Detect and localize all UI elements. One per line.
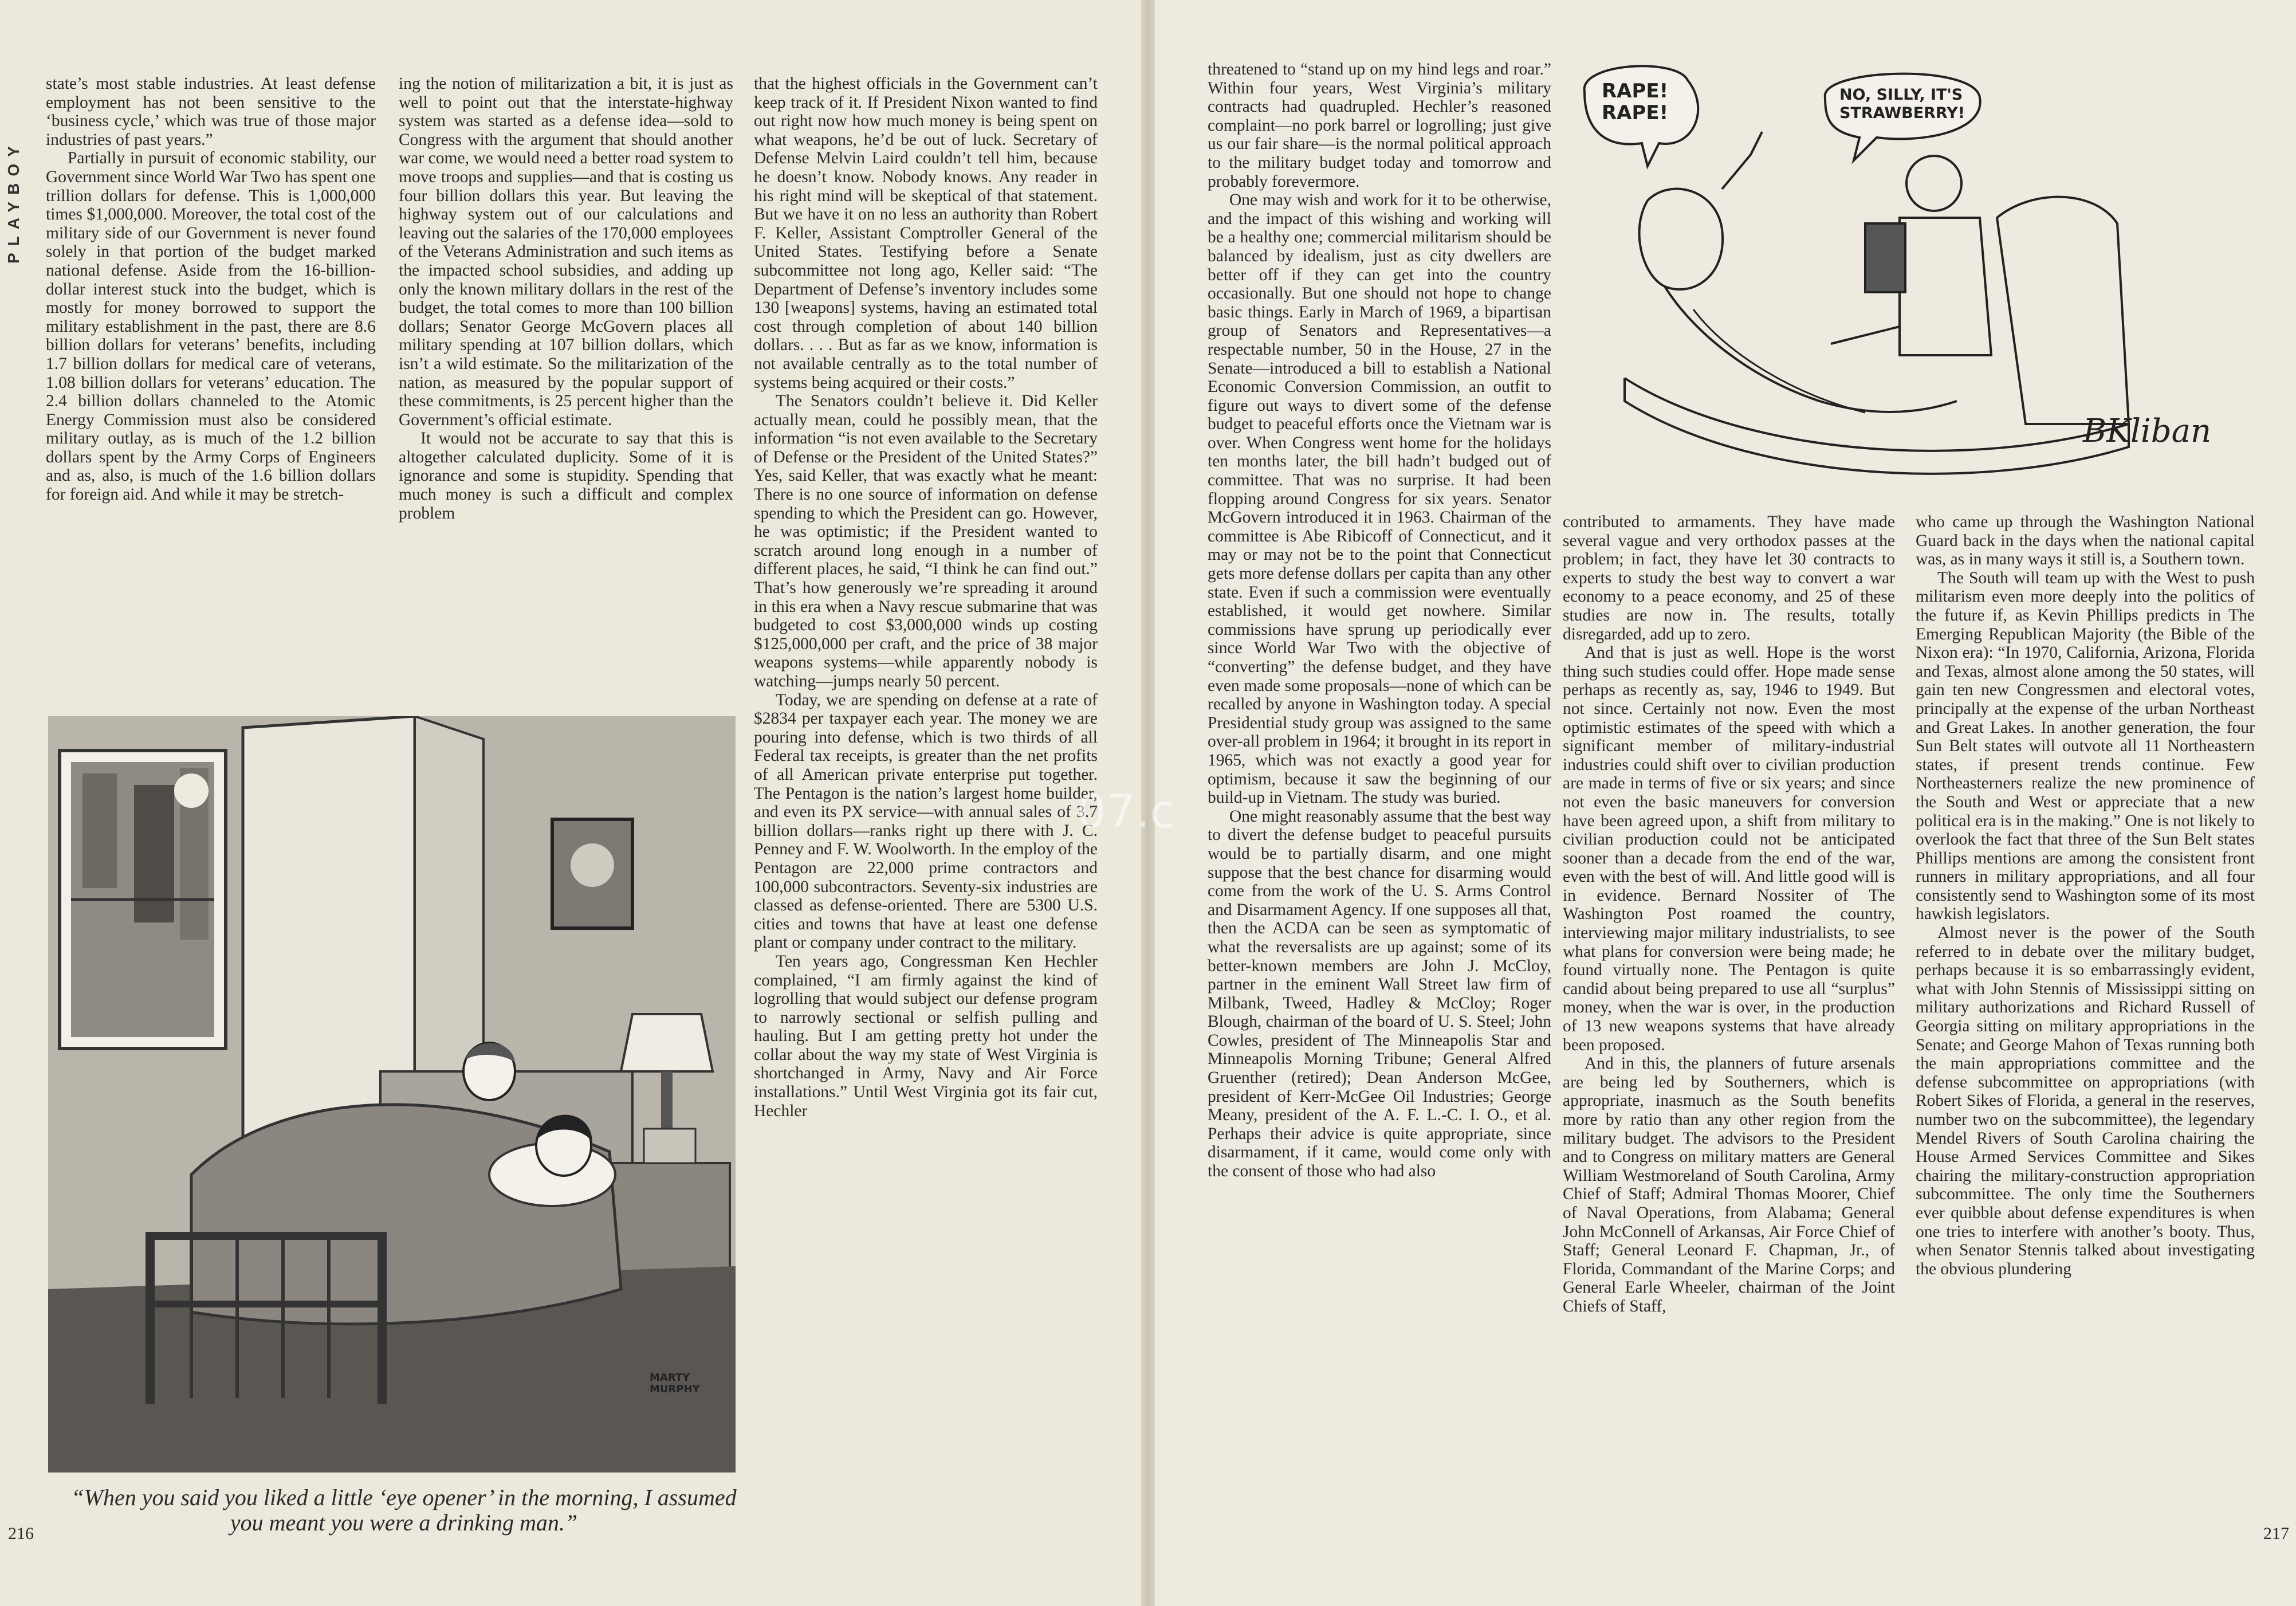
paragraph: Partially in pursuit of economic stability, our Government since World War Two has spent one trillion dollars for defense. This is 1,000,000 times $1,000,000. Moreover, the total cost of the military side of our Government is never found solely in that portion of the budget marked national defense. Aside from the 16-billion-dollar interest stuck into the budget, which is mostly for money borrowed to support the military establishment in the past, there are 8.6 billion dollars for veterans’ benefits, including 1.7 billion dollars for medical care of veterans, 1.08 billion dollars for veterans’ education. The 2.4 billion dollars channeled to the Atomic Energy Commission must also be considered military outlay, as is much of the 1.2 billion dollars spent by the Army Corps of Engineers and as, also, is much of the 1.6 billion dollars for foreign aid. And while it may be stretch- bbox=[46, 149, 376, 504]
speech-bubble-right: NO, SILLY, IT'S STRAWBERRY! bbox=[1839, 86, 1965, 122]
cartoon-signature: BKliban bbox=[2083, 413, 2212, 450]
page-number-right: 217 bbox=[2263, 1524, 2289, 1543]
paragraph: The South will team up with the West to push militarism even more deeply into the politics of the future if, as Kevin Phillips predicts in The Emerging Republican Majority (the Bible of the Nixon era): “In 1970, California, Arizona, Florida and Texas, almost alone among the 50 states, will gain ten new Congressmen and electoral votes, principally at the expense of the urban Northeast and Great Lakes. In another generation, the four Sun Belt states will outvote all 11 Northeastern states, if present trends continue. Few Northeasterners realize the new prominence of the South and West or appreciate that a new political era is in the making.” One is not likely to overlook the fact that three of the Sun Belt states Phillips mentions are among the consistent front runners in military appropriations, and all four consistently send to Washington some of its most hawkish legislators. bbox=[1916, 568, 2255, 924]
column-5 bbox=[1563, 513, 1895, 1544]
paragraph: ing the notion of militarization a bit, it is just as well to point out that the interstate-highway system was started as a defense idea—sold to Congress with the argument that should another war come, we would need a better road system to move troops and supplies—and that is costing us four billion dollars this year. But leaving the highway system out of our calculations and leaving out the salaries of the 170,000 employees of the Veterans Administration and such items as the impacted school subsidies, and adding up only the known military dollars in the rest of the budget, the total comes to more than 100 billion dollars; Senator George McGovern places all military spending at 107 billion dollars, which isn’t a wild estimate. So the militarization of the nation, as measured by the popular support of these commitments, is 25 percent higher than the Government’s official estimate. bbox=[399, 74, 733, 429]
paragraph: who came up through the Washington National Guard back in the days when the national capital was, as in many ways it still is, a Southern town. bbox=[1916, 513, 2255, 569]
bedroom-cartoon-illustration bbox=[48, 716, 736, 1473]
page-number-left: 216 bbox=[8, 1524, 34, 1543]
paragraph: And that is just as well. Hope is the worst thing such studies could offer. Hope made sense perhaps as recently as, say, 1946 to 1949. But not since. Certainly not now. Even the most optimistic estimates of the speed with which a significant member of military-industrial industries could shift over to civilian production are made in terms of five or six years; and since not even the basic maneuvers for conversion have been agreed upon, a shift from military to civilian production could not be anticipated sooner than a decade from the end of the war, even with the best of will. And little good will is in evidence. Bernard Nossiter of The Washington Post roamed the country, interviewing major military industrialists, to see what plans for conversion were being made; he found virtually none. The Pentagon is quite candid about being prepared to use all “surplus” money, when the war is over, in the production of 13 new weapons systems that have already been proposed. bbox=[1563, 643, 1895, 1054]
paragraph: Today, we are spending on defense at a rate of $2834 per taxpayer each year. The money we are pouring into defense, which is two thirds of all Federal tax receipts, is greater than the net profits of all American private enterprise put together. The Pentagon is the nation’s largest home builder, and even its PX service—with annual sales of 3.7 billion dollars—ranks right up there with J. C. Penney and F. W. Woolworth. In the employ of the Pentagon are 22,000 prime contractors and 100,000 subcontractors. Seventy-six industries are classed as defense-oriented. There are 5300 U.S. cities and towns that have at least one defense plant or company under contract to the military. bbox=[754, 690, 1098, 952]
paragraph: The Senators couldn’t believe it. Did Keller actually mean, could he possibly mean, that the information “is not even available to the Secretary of Defense or the President of the United States?” Yes, said Keller, that was exactly what he meant: There is no one source of information on defense spending to which the President can go. However, he was optimistic; if the President wanted to scratch around long enough in a number of different places, he said, “I think he can find out.” That’s how generously we’re spreading it around in this era when a Navy rescue submarine that was budgeted to cost $3,000,000 winds up costing $125,000,000 per craft, and the price of 38 major weapons systems—while apparently nobody is watching—jumps nearly 50 percent. bbox=[754, 392, 1098, 690]
paragraph: One may wish and work for it to be otherwise, and the impact of this wishing and working will be a healthy one; commercial militarism should be balanced by idealism, just as city dwellers are better off if they can get into the country occasionally. But one should not hope to change basic things. Early in March of 1969, a bipartisan group of Senators and Representatives—a respectable number, 50 in the House, 27 in the Senate—introduced a bill to establish a National Economic Conversion Commission, an outfit to figure out ways to divert some of the defense budget to peaceful efforts once the Vietnam war is over. When Congress went home for the holidays ten months later, the bill hadn’t budged out of committee. That was no surprise. It had been flopping around Congress for six years. Senator McGovern introduced it in 1963. Chairman of the committee is Abe Ribicoff of Connecticut, and it may or may not be to the point that Connecticut gets more defense dollars per capita than any other state. Even if such a commission were eventually established, it would get nowhere. Similar commissions have sprung up periodically ever since World War Two with the objective of “converting” the defense budget, and they have even made some proposals—none of which can be recalled by anyone in Washington today. A special Presidential study group was assigned to the same over-all problem in 1964; it brought in its report in 1965, which was not exactly a good year for optimism, because it saw the beginning of our build-up in Vietnam. The study was buried. bbox=[1208, 191, 1551, 807]
cartoon-signature: MARTY MURPHY bbox=[650, 1372, 700, 1395]
left-page bbox=[0, 0, 1141, 1606]
bedroom-cartoon bbox=[48, 716, 736, 1473]
paragraph: One might reasonably assume that the best way to divert the defense budget to peaceful pursuits would be to partially disarm, and one might suppose that the best chance for disarming would come from the work of the U. S. Arms Control and Disarmament Agency. If one supposes all that, then the ACDA can be seen as symptomatic of what the reversalists are up against; some of its better-known members are John J. McCloy, partner in the eminent Wall Street law firm of Milbank, Tweed, Hadley & McCloy; Roger Blough, chairman of the board of U. S. Steel; John Cowles, president of The Minneapolis Star and Minneapolis Morning Tribune; General Alfred Gruenther (retired); Dean Anderson McGee, president of Kerr-McGee Oil Industries; George Meany, president of the A. F. L.-C. I. O., et al. Perhaps their advice is quite appropriate, since disarmament, if it came, would come only with the consent of those who had also bbox=[1208, 807, 1551, 1181]
paragraph: threatened to “stand up on my hind legs and roar.” Within four years, West Virginia’s military contracts had quadrupled. Hechler’s reasoned complaint—no pork barrel or logrolling; just give us our fair share—is the normal political approach to the military budget today and tomorrow and probably forevermore. bbox=[1208, 60, 1551, 191]
column-4 bbox=[1208, 60, 1551, 1544]
column-3 bbox=[754, 74, 1098, 1541]
cartoon-caption: “When you said you liked a little ‘eye opener’ in the morning, I assumed you meant you were a drinking man.” bbox=[71, 1485, 737, 1536]
column-6 bbox=[1916, 513, 2255, 1544]
speech-bubble-left: RAPE! RAPE! bbox=[1602, 80, 1669, 124]
watermark: 07.c bbox=[1077, 785, 1175, 838]
paragraph: Almost never is the power of the South referred to in debate over the military budget, perhaps because it is so embarrassingly evident, what with John Stennis of Mississippi sitting on military authorizations and Richard Russell of Georgia sitting on military appropriations in the Senate; and George Mahon of Texas running both the main appropriations committee and the defense subcommittee on appropriations (with Robert Sikes of Florida, a general in the reserves, number two on the subcommittee), the legendary Mendel Rivers of South Carolina chairing the House Armed Services Committee and Sikes chairing the military-construction appropriation subcommittee. The only time the Southerners ever quibble about defense expenditures is when one tries to interfere with another’s booty. Thus, when Senator Stennis talked about investigating the obvious plundering bbox=[1916, 924, 2255, 1278]
paragraph: It would not be accurate to say that this is altogether calculated duplicity. Some of it is ignorance and some is stupidity. Spending that much money is such a difficult and complex problem bbox=[399, 429, 733, 523]
running-head: PLAYBOY bbox=[5, 139, 22, 264]
right-page bbox=[1155, 0, 2296, 1606]
paragraph: Ten years ago, Congressman Ken Hechler complained, “I am firmly against the kind of logrolling that would subject our defense program to narrowly sectional or selfish pulling and hauling. But I am getting pretty hot under the collar about the way my state of West Virginia is shortchanged in Army, Navy and Air Force installations.” Until West Virginia got its fair cut, Hechler bbox=[754, 952, 1098, 1120]
column-2 bbox=[399, 74, 733, 653]
column-1 bbox=[46, 74, 376, 653]
paragraph: And in this, the planners of future arsenals are being led by Southerners, which is appropriate, inasmuch as the South benefits more by ratio than any other region from the military budget. The advisors to the President and to Congress on military matters are General William Westmoreland of South Carolina, Army Chief of Staff; Admiral Thomas Moorer, Chief of Naval Operations, from Alabama; General John McConnell of Arkansas, Air Force Chief of Staff; General Leonard F. Chapman, Jr., of Florida, Commandant of the Marine Corps; and General Earle Wheeler, chairman of the Joint Chiefs of Staff, bbox=[1563, 1054, 1895, 1316]
paragraph: that the highest officials in the Government can’t keep track of it. If President Nixon wanted to find out right now how much money is being spent on what weapons, he’d be out of luck. Secretary of Defense Melvin Laird couldn’t tell him, because he doesn’t know. Nobody knows. Any reader in his right mind will be skeptical of that statement. But we have it on no less an authority than Robert F. Keller, Assistant Comptroller General of the United States. Testifying before a Senate subcommittee not long ago, Keller said: “The Department of Defense’s inventory includes some 130 [weapons] systems, having an estimated total cost through completion of about 140 billion dollars. . . . But as far as we know, information is not available centrally as to the total number of systems being acquired or their costs.” bbox=[754, 74, 1098, 392]
paragraph: state’s most stable industries. At least defense employment has not been sensitive to the ‘business cycle,’ which was true of those major industries of past years.” bbox=[46, 74, 376, 149]
kliban-cartoon bbox=[1579, 57, 2283, 493]
paragraph: contributed to armaments. They have made several vague and very orthodox passes at the problem; in fact, they have let 30 contracts to experts to study the best way to convert a war economy to a peace economy, and 25 of these studies are now in. The results, totally disregarded, add up to zero. bbox=[1563, 513, 1895, 643]
